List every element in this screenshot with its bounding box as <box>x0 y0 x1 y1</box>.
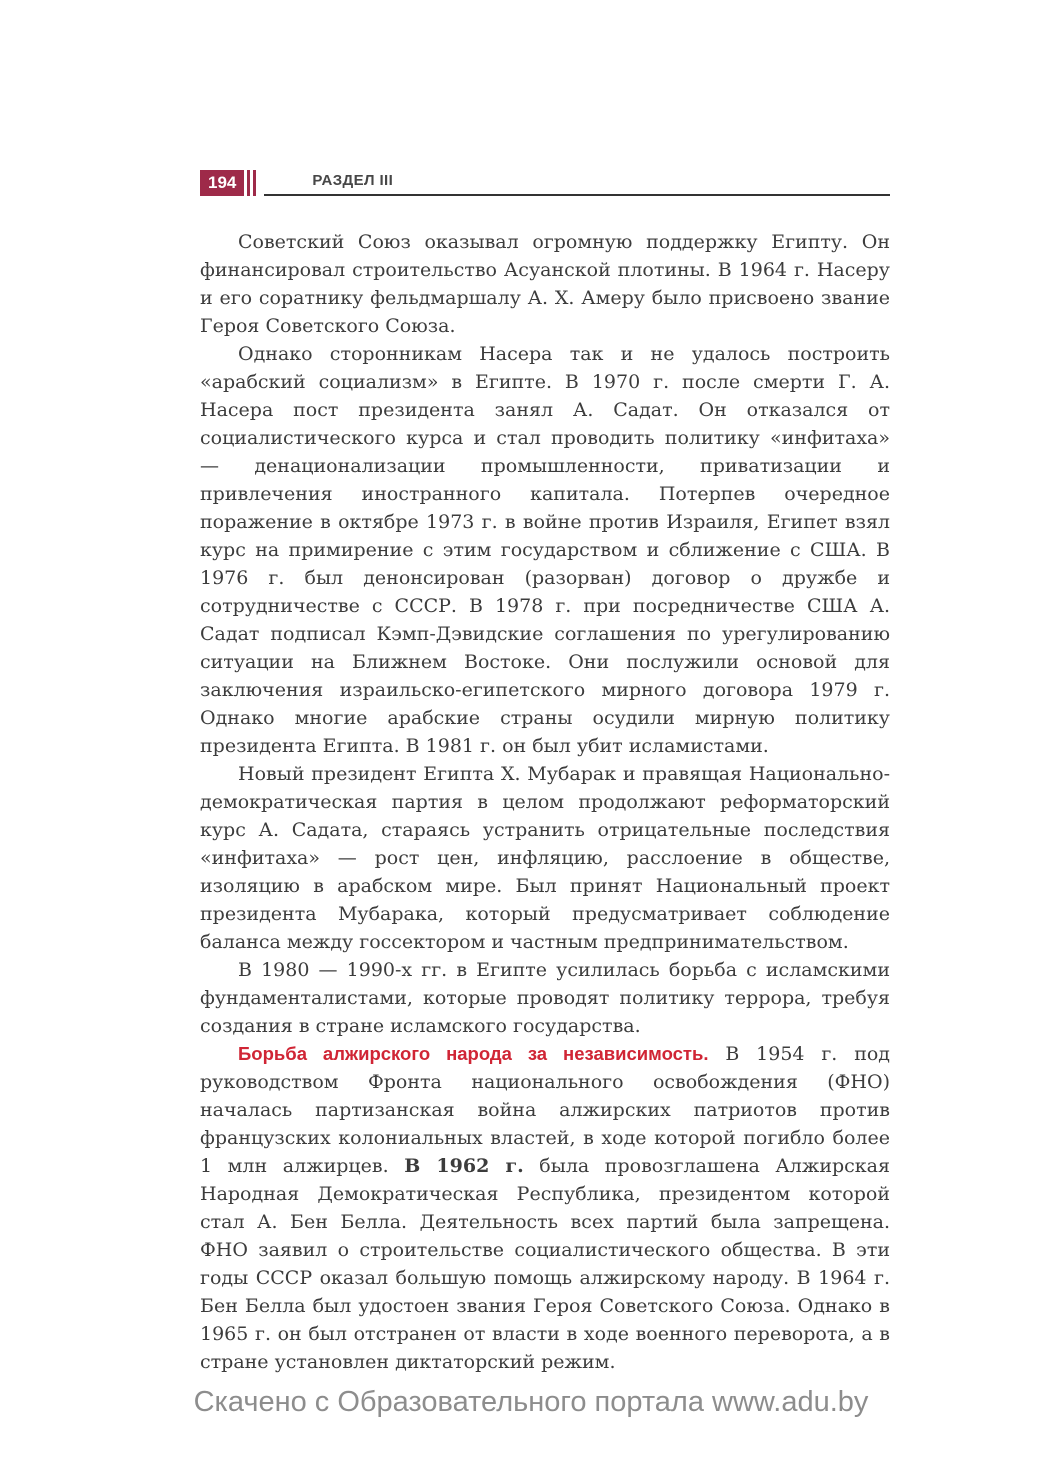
algeria-subheading: Борьба алжирского народа за независимость. <box>238 1043 709 1064</box>
watermark-text: Скачено с Образовательного портала www.adu.by <box>193 1386 869 1418</box>
paragraph-soviet-support: Советский Союз оказывал огромную поддержку Египту. Он финансировал строительство Асуанской плотины. В 1964 г. Насеру и его соратнику фельдмаршалу А. Х. Амеру было присвоено звание Героя Советского Союза. <box>200 231 890 337</box>
header-rule <box>264 170 890 196</box>
algeria-text-1: В 1954 г. под руководством Фронта национального освобождения (ФНО) началась партизанская война алжирских патриотов против французских колониальных властей, в ходе которой погибло более 1 млн алжирцев. <box>200 1043 890 1177</box>
section-title: РАЗДЕЛ III <box>312 171 394 189</box>
paragraph-algeria <box>200 1040 890 1376</box>
badge-stripe-icon <box>247 170 250 196</box>
algeria-bold-year: В 1962 г. <box>404 1155 524 1177</box>
badge-stripe-icon <box>253 170 256 196</box>
paragraph-sadat-policy: Однако сторонникам Насера так и не удалось построить «арабский социализм» в Египте. В 1970 г. после смерти Г. А. Насера пост президента занял А. Садат. Он отказался от социалистического курса и стал проводить политику «инфитаха» — денационализации промышленности, приватизации и привлечения иностранного капитала. Потерпев очередное поражение в октябре 1973 г. в войне против Израиля, Египет взял курс на примирение с этим государством и сближение с США. В 1976 г. был денонсирован (разорван) договор о дружбе и сотрудничестве с СССР. В 1978 г. при посредничестве США А. Садат подписал Кэмп-Дэвидские соглашения по урегулированию ситуации на Ближнем Востоке. Они послужили основой для заключения израильско-египетского мирного договора 1979 г. Однако многие арабские страны осудили мирную политику президента Египта. В 1981 г. он был убит исламистами. <box>200 343 890 757</box>
page-body <box>200 228 890 1376</box>
page-number-badge: 194 <box>200 170 244 196</box>
running-head <box>200 170 890 196</box>
algeria-text-2: была провозглашена Алжирская Народная Демократическая Республика, президентом которой стал А. Бен Белла. Деятельность всех партий была запрещена. ФНО заявил о строительстве социалистического общества. В эти годы СССР оказал большую помощь алжирскому народу. В 1964 г. Бен Белла был удостоен звания Героя Советского Союза. Однако в 1965 г. он был отстранен от власти в ходе военного переворота, а в стране установлен диктаторский режим. <box>200 1155 890 1373</box>
paragraph-mubarak: Новый президент Египта Х. Мубарак и правящая Национально-демократическая партия в целом продолжают реформаторский курс А. Садата, стараясь устранить отрицательные последствия «инфитаха» — рост цен, инфляцию, расслоение в обществе, изоляцию в арабском мире. Был принят Национальный проект президента Мубарака, который предусматривает соблюдение баланса между госсектором и частным предпринимательством. <box>200 763 890 953</box>
paragraph-fundamentalists: В 1980 — 1990-х гг. в Египте усилилась борьба с исламскими фундаменталистами, которые проводят политику террора, требуя создания в стране исламского государства. <box>200 959 890 1037</box>
